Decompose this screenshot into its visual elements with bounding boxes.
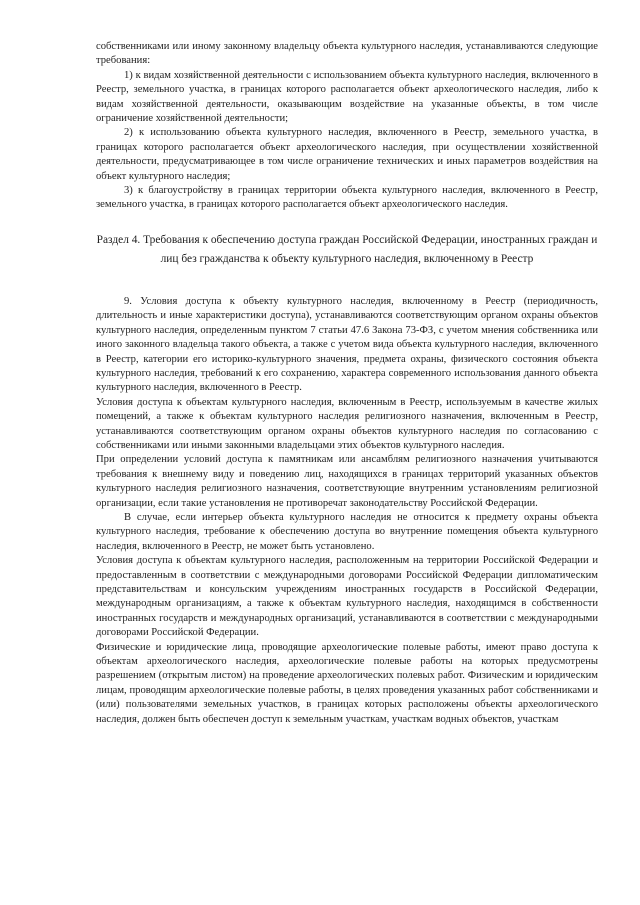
paragraph-religious-requirements: При определении условий доступа к памятникам или ансамблям религиозного назначения учитываются требования к внешнему виду и поведению лиц, находящихся в границах территорий указанных объектов культурного наследия религиозного назначения, соответствующие внутренним установлениям религиозной организации, если такие установления не противоречат законодательству Российской Федерации. bbox=[96, 454, 598, 509]
section-heading: Раздел 4. Требования к обеспечению доступа граждан Российской Федерации, иностранных граждан и лиц без гражданства к объекту культурного наследия, включенному в Реестр bbox=[96, 233, 598, 265]
paragraph-archaeological: Физические и юридические лица, проводящие археологические полевые работы, имеют право доступа к объектам археологического наследия, археологические полевые работы на которых предусмотрены разрешением (открытым листом) на проведение археологических полевых работ. Физическим и юридическим лицам, проводящим археологические полевые работы, в целях проведения указанных работ собственниками и (или) пользователями земельных участков, в границах которых расположены объекты археологического наследия, должен быть обеспечен доступ к земельным участкам, участкам водных объектов, участкам bbox=[96, 641, 598, 725]
paragraph-residential-religious: Условия доступа к объектам культурного наследия, включенным в Реестр, используемым в качестве жилых помещений, а также к объектам культурного наследия религиозного назначения, включенным в Реестр, устанавливаются соответствующим органом охраны объектов культурного наследия по согласованию с собственниками или иными законными владельцами этих объектов культурного наследия. bbox=[96, 396, 598, 451]
paragraph-continuation: собственниками или иному законному владельцу объекта культурного наследия, устанавливаются следующие требования: bbox=[96, 41, 598, 67]
paragraph-interior: В случае, если интерьер объекта культурного наследия не относится к предмету охраны объекта культурного наследия, требование к обеспечению доступа во внутренние помещения объекта культурного наследия, включенного в Реестр, не может быть установлено. bbox=[96, 511, 598, 552]
requirement-item-2: 2) к использованию объекта культурного наследия, включенного в Реестр, земельного участка, в границах которого располагается объект археологического наследия, при осуществлении хозяйственной деятельности, предусматривающее в том числе ограничение технических и иных параметров воздействия на объект культурного наследия; bbox=[96, 127, 598, 182]
requirement-item-3: 3) к благоустройству в границах территории объекта культурного наследия, включенного в Реестр, земельного участка, в границах которого располагается объект археологического наследия. bbox=[96, 185, 598, 211]
requirement-item-1: 1) к видам хозяйственной деятельности с использованием объекта культурного наследия, включенного в Реестр, земельного участка, в границах которого располагается объект археологического наследия, либо к видам хозяйственной деятельности, оказывающим воздействие на указанные объекты, в том числе ограничение хозяйственной деятельности; bbox=[96, 69, 598, 125]
paragraph-9: 9. Условия доступа к объекту культурного наследия, включенному в Реестр (периодичность, длительность и иные характеристики доступа), устанавливаются соответствующим органом охраны объектов культурного наследия, определенным пунктом 7 статьи 47.6 Закона 73-ФЗ, с учетом мнения собственника или иного законного владельца такого объекта, а также с учетом вида объекта культурного наследия, включенного в Реестр, категории его историко-культурного значения, предмета охраны, физического состояния объекта культурного наследия, требований к его сохранению, характера современного использования данного объекта культурного наследия, включенного в Реестр. bbox=[96, 295, 598, 394]
paragraph-diplomatic: Условия доступа к объектам культурного наследия, расположенным на территории Российской Федерации и предоставленным в соответствии с международными договорами Российской Федерации дипломатическим представительствам и консульским учреждениям иностранных государств в Российской Федерации, международным организациям, а также к объектам культурного наследия, находящимся в собственности иностранных государств и международных организаций, устанавливаются в соответствии с международными договорами Российской Федерации. bbox=[96, 555, 598, 639]
bottom-block bbox=[96, 295, 598, 727]
top-block bbox=[96, 40, 598, 213]
